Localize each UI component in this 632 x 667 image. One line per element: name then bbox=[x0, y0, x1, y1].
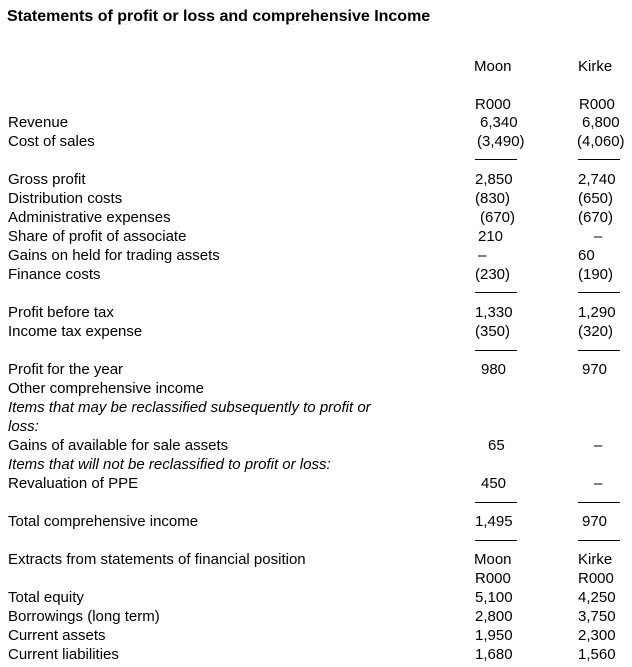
value-kirke-afs-gains: – bbox=[594, 437, 603, 454]
extracts-value-moon: 5,100 bbox=[475, 589, 513, 606]
value-moon-finance: (230) bbox=[475, 266, 511, 283]
value-moon-afs-gains: 65 bbox=[488, 437, 505, 454]
extracts-value-kirke: 1,560 bbox=[578, 646, 616, 663]
value-kirke-pbt: 1,290 bbox=[578, 304, 616, 321]
row-label-total-ci: Total comprehensive income bbox=[8, 513, 199, 530]
value-moon-revaluation: 450 bbox=[481, 475, 507, 492]
extracts-value-kirke: 4,250 bbox=[578, 589, 616, 606]
row-label-associate: Share of profit of associate bbox=[8, 228, 187, 245]
no-reclass-heading: Items that will not be reclassified to profit or loss: bbox=[8, 456, 331, 473]
value-moon-gross-profit: 2,850 bbox=[475, 171, 513, 188]
reclass-heading-line2: loss: bbox=[8, 418, 39, 435]
unit-moon: R000 bbox=[475, 96, 511, 113]
value-kirke-profit-year: 970 bbox=[582, 361, 608, 378]
row-label-cost-of-sales: Cost of sales bbox=[8, 133, 95, 150]
row-label-admin: Administrative expenses bbox=[8, 209, 171, 226]
value-moon-trading-gains: – bbox=[478, 247, 487, 264]
extracts-unit-kirke: R000 bbox=[578, 570, 614, 587]
value-kirke-admin: (670) bbox=[578, 209, 614, 226]
value-kirke-distribution: (650) bbox=[578, 190, 614, 207]
subtotal-rule bbox=[475, 159, 517, 160]
row-label-tax: Income tax expense bbox=[8, 323, 143, 340]
extracts-value-moon: 2,800 bbox=[475, 608, 513, 625]
extracts-header-kirke: Kirke bbox=[578, 551, 613, 568]
value-moon-tax: (350) bbox=[475, 323, 511, 340]
column-header-moon: Moon bbox=[474, 58, 512, 75]
value-kirke-revaluation: – bbox=[594, 475, 603, 492]
subtotal-rule bbox=[475, 350, 517, 351]
row-label-afs-gains: Gains of available for sale assets bbox=[8, 437, 229, 454]
value-moon-pbt: 1,330 bbox=[475, 304, 513, 321]
value-moon-revenue: 6,340 bbox=[480, 114, 518, 131]
extracts-value-moon: 1,950 bbox=[475, 627, 513, 644]
subtotal-rule bbox=[475, 292, 517, 293]
row-label-gross-profit: Gross profit bbox=[8, 171, 86, 188]
subtotal-rule bbox=[578, 159, 620, 160]
value-kirke-associate: – bbox=[594, 228, 603, 245]
extracts-header-moon: Moon bbox=[474, 551, 512, 568]
page-title: Statements of profit or loss and comprehensive Income bbox=[7, 8, 431, 25]
row-label-trading-gains: Gains on held for trading assets bbox=[8, 247, 220, 264]
row-label-pbt: Profit before tax bbox=[8, 304, 114, 321]
extracts-row-label: Total equity bbox=[8, 589, 84, 606]
value-kirke-total-ci: 970 bbox=[582, 513, 608, 530]
value-kirke-revenue: 6,800 bbox=[582, 114, 620, 131]
row-label-distribution: Distribution costs bbox=[8, 190, 123, 207]
value-kirke-gross-profit: 2,740 bbox=[578, 171, 616, 188]
extracts-unit-moon: R000 bbox=[475, 570, 511, 587]
extracts-heading: Extracts from statements of financial position bbox=[8, 551, 306, 568]
value-moon-associate: 210 bbox=[478, 228, 504, 245]
value-kirke-tax: (320) bbox=[578, 323, 614, 340]
subtotal-rule bbox=[578, 502, 620, 503]
reclass-heading-line1: Items that may be reclassified subsequently to profit or bbox=[8, 399, 371, 416]
value-moon-distribution: (830) bbox=[475, 190, 511, 207]
subtotal-rule bbox=[578, 292, 620, 293]
row-label-finance: Finance costs bbox=[8, 266, 101, 283]
value-moon-total-ci: 1,495 bbox=[475, 513, 513, 530]
column-header-kirke: Kirke bbox=[578, 58, 613, 75]
total-rule bbox=[578, 540, 620, 541]
extracts-row-label: Current liabilities bbox=[8, 646, 119, 663]
extracts-value-kirke: 3,750 bbox=[578, 608, 616, 625]
extracts-value-kirke: 2,300 bbox=[578, 627, 616, 644]
subtotal-rule bbox=[578, 350, 620, 351]
row-label-revaluation: Revaluation of PPE bbox=[8, 475, 139, 492]
value-kirke-trading-gains: 60 bbox=[578, 247, 595, 264]
extracts-row-label: Current assets bbox=[8, 627, 106, 644]
subtotal-rule bbox=[475, 502, 517, 503]
oci-heading: Other comprehensive income bbox=[8, 380, 204, 397]
value-moon-profit-year: 980 bbox=[481, 361, 507, 378]
unit-kirke: R000 bbox=[579, 96, 615, 113]
value-kirke-finance: (190) bbox=[578, 266, 614, 283]
value-moon-cost-of-sales: (3,490) bbox=[477, 133, 525, 150]
extracts-value-moon: 1,680 bbox=[475, 646, 513, 663]
row-label-profit-year: Profit for the year bbox=[8, 361, 124, 378]
value-kirke-cost-of-sales: (4,060) bbox=[577, 133, 625, 150]
row-label-revenue: Revenue bbox=[8, 114, 69, 131]
total-rule bbox=[475, 540, 517, 541]
value-moon-admin: (670) bbox=[480, 209, 516, 226]
extracts-row-label: Borrowings (long term) bbox=[8, 608, 160, 625]
